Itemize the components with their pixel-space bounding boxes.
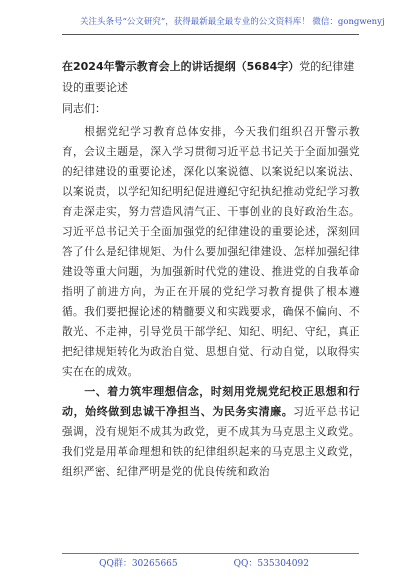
footer-qq-group: QQ群：30265665 [99,559,178,569]
page-footer [0,556,408,569]
salutation: 同志们： [62,102,106,115]
document-title [62,56,362,98]
document-body [62,122,360,482]
header-divider [62,34,359,35]
title-rest: 党的纪律建设的重要论述 [62,60,355,94]
paragraph-intro: 根据党纪学习教育总体安排，今天我们组织召开警示教育，会议主题是，深入学习贯彻习近平总书记关于全面加强党的纪律建设的重要论述，深化以案说德、以案说纪以案说法、以案说责，以学纪知纪明纪促进遵纪守纪执纪推动党纪学习教育走深走实，努力营造风清气正、干事创业的良好政治生态。习近平总书记关于全面加强党的纪律建设的重要论述，深刻回答了什么是纪律规矩、为什么要加强纪律建设、怎样加强纪律建设等重大问题，为加强新时代党的建设、推进党的自我革命指明了前进方向，为正在开展的党纪学习教育提供了根本遵循。我们要把握论述的精髓要义和实践要求，确保不偏向、不散光、不走神，引导党员干部学纪、知纪、明纪、守纪，真正把纪律规矩转化为政治自觉、思想自觉、行动自觉，以取得实实在在的成效。 [62,126,360,378]
paragraph-section-1 [62,382,360,482]
footer-divider [62,553,359,554]
title-main: 在2024年警示教育会上的讲话提纲（5684字） [62,60,300,73]
section-1-heading: 一、着力筑牢理想信念，时刻用党规党纪校正思想和行动，始终做到忠诚干净担当、为民务实清廉。 [62,385,360,418]
footer-qq: QQ：535304092 [233,559,309,569]
page-header: 关注头条号“公文研究”，获得最新最全最专业的公文资料库！ 微信：gongwenyj [80,17,385,27]
section-1-text: 习近平总书记强调，没有规矩不成其为政党，更不成其为马克思主义政党。我们党是用革命理想和铁的纪律组织起来的马克思主义政党，组织严密、纪律严明是党的优良传统和政治 [62,406,360,478]
